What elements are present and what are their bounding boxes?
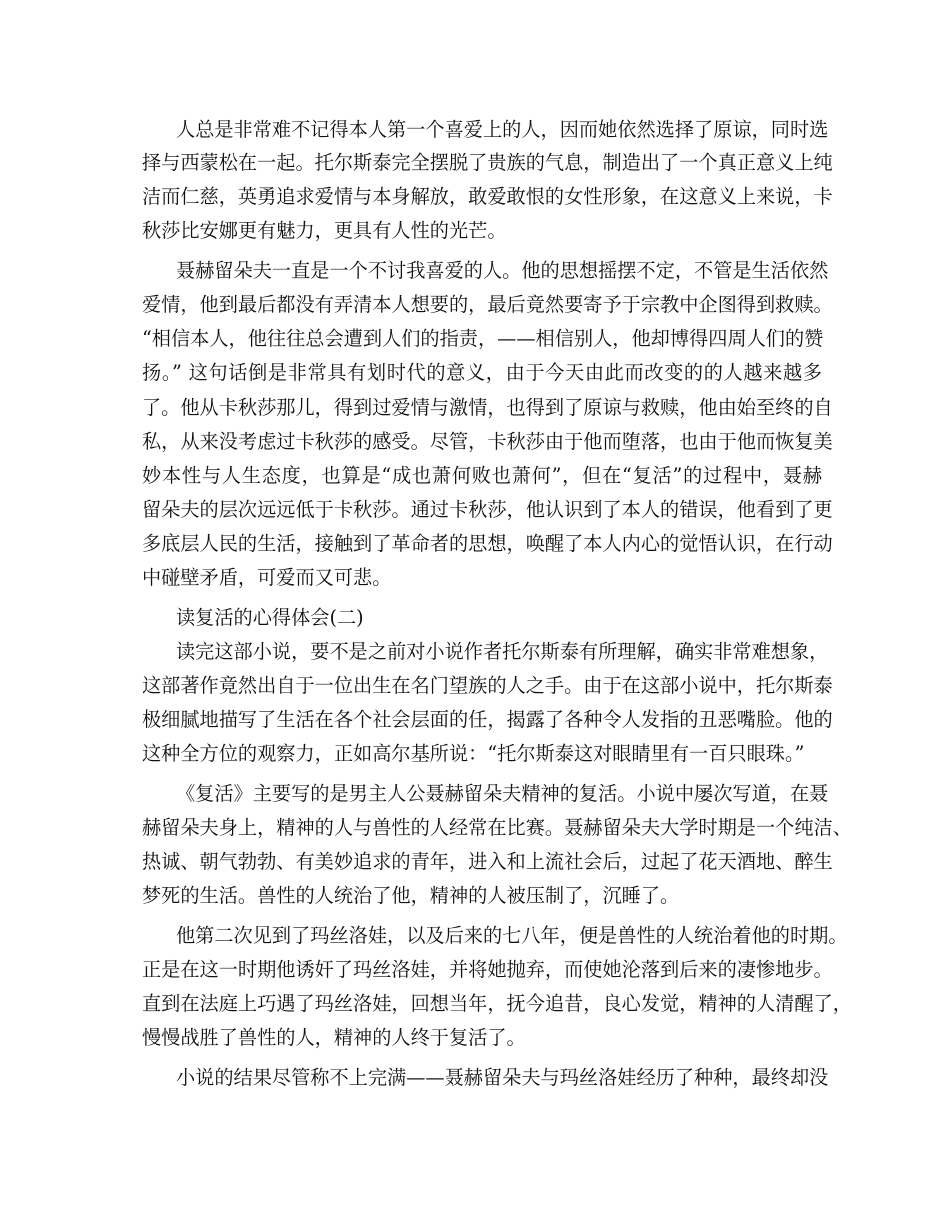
text-line: 正是在这一时期他诱奸了玛丝洛娃，并将她抛弃，而使她沦落到后来的凄惨地步。 (142, 958, 833, 981)
text-line: 梦死的生活。兽性的人统治了他，精神的人被压制了，沉睡了。 (142, 884, 680, 907)
text-line: 多底层人民的生活，接触到了革命者的思想，唤醒了本人内心的觉悟认识，在行动 (142, 532, 833, 555)
text-line: 赫留朵夫身上，精神的人与兽性的人经常在比赛。聂赫留朵夫大学时期是一个纯洁、 (142, 816, 852, 839)
text-line: 小说的结果尽管称不上完满——聂赫留朵夫与玛丝洛娃经历了种种，最终却没 (176, 1066, 829, 1089)
text-line: 留朵夫的层次远远低于卡秋莎。通过卡秋莎，他认识到了本人的错误，他看到了更 (142, 498, 833, 521)
text-line: 《复活》主要写的是男主人公聂赫留朵夫精神的复活。小说中屡次写道，在聂 (176, 782, 829, 805)
text-line: 这部著作竟然出自于一位出生在名门望族的人之手。由于在这部小说中，托尔斯泰 (142, 674, 833, 697)
text-line: 慢慢战胜了兽性的人，精神的人终于复活了。 (142, 1026, 526, 1049)
text-line: 热诚、朝气勃勃、有美妙追求的青年，进入和上流社会后，过起了花天酒地、醉生 (142, 850, 833, 873)
text-line: 洁而仁慈，英勇追求爱情与本身解放，敢爱敢恨的女性形象，在这意义上来说，卡 (142, 185, 833, 208)
text-line: 妙本性与人生态度，也算是“成也萧何败也萧何”，但在“复活”的过程中，聂赫 (142, 464, 822, 487)
text-line: 读复活的心得体会(二) (176, 606, 364, 629)
text-line: 择与西蒙松在一起。托尔斯泰完全摆脱了贵族的气息，制造出了一个真正意义上纯 (142, 151, 833, 174)
text-line: 这种全方位的观察力，正如高尔基所说：“托尔斯泰这对眼睛里有一百只眼珠。” (142, 742, 805, 765)
text-line: 读完这部小说，要不是之前对小说作者托尔斯泰有所理解，确实非常难想象， (176, 640, 829, 663)
text-line: 他第二次见到了玛丝洛娃，以及后来的七八年，便是兽性的人统治着他的时期。 (176, 924, 848, 947)
text-line: “相信本人，他往往总会遭到人们的指责，——相信别人，他却博得四周人们的赞 (142, 327, 824, 350)
text-line: 聂赫留朵夫一直是一个不讨我喜爱的人。他的思想摇摆不定，不管是生活依然 (176, 259, 829, 282)
text-line: 人总是非常难不记得本人第一个喜爱上的人，因而她依然选择了原谅，同时选 (176, 118, 829, 141)
text-line: 中碰壁矛盾，可爱而又可悲。 (142, 566, 392, 589)
text-line: 爱情，他到最后都没有弄清本人想要的，最后竟然要寄予于宗教中企图得到救赎。 (142, 293, 833, 316)
text-line: 极细腻地描写了生活在各个社会层面的任，揭露了各种令人发指的丑恶嘴脸。他的 (142, 708, 833, 731)
text-line: 私，从来没考虑过卡秋莎的感受。尽管，卡秋莎由于他而堕落，也由于他而恢复美 (142, 430, 833, 453)
text-line: 了。他从卡秋莎那儿，得到过爱情与激情，也得到了原谅与救赎，他由始至终的自 (142, 396, 833, 419)
text-line: 直到在法庭上巧遇了玛丝洛娃，回想当年，抚今追昔，良心发觉，精神的人清醒了， (142, 992, 852, 1015)
text-line: 秋莎比安娜更有魅力，更具有人性的光芒。 (142, 219, 507, 242)
text-line: 扬。” 这句话倒是非常具有划时代的意义，由于今天由此而改变的的人越来越多 (142, 361, 822, 384)
